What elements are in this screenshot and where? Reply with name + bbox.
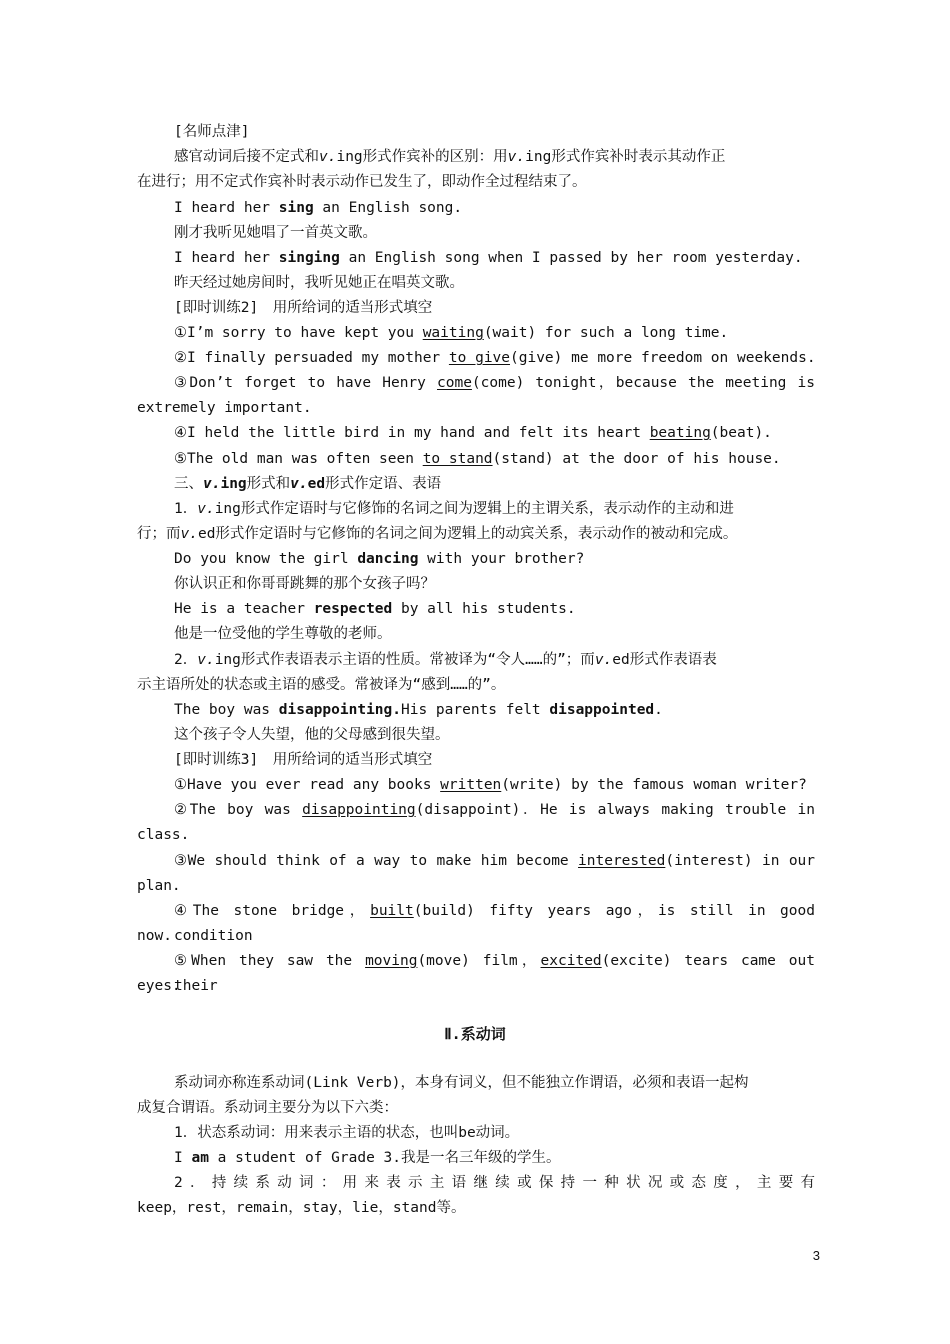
tip-body-line-1: 感官动词后接不定式和v.ing形式作宾补的区别：用v.ing形式作宾补时表示其动作正 [174, 149, 726, 165]
example-translation: 昨天经过她房间时，我听见她正在唱英文歌。 [174, 275, 464, 291]
part-2-item-1: 1．状态系动词：用来表示主语的状态，也叫be动词。 [174, 1125, 520, 1141]
drill-item: ④I held the little bird in my hand and felt its heart beating(beat). [174, 425, 772, 441]
answer-blank: written [440, 777, 502, 793]
example-sentence: Do you know the girl dancing with your brother? [174, 551, 585, 567]
drill-item: ②I finally persuaded my mother to give(give) me more freedom on weekends. [174, 350, 816, 366]
answer-blank: built [370, 903, 414, 919]
answer-blank: beating [649, 425, 711, 441]
section-3-para-1-line-2: 行；而v.ed形式作定语时与它修饰的名词之间为逻辑上的动宾关系，表示动作的被动和完成。 [137, 526, 738, 542]
drill-item-continuation: class. [137, 827, 190, 843]
part-2-intro-line-2: 成复合谓语。系动词主要分为以下六类： [137, 1100, 398, 1116]
answer-blank: to give [448, 350, 511, 366]
answer-blank: to stand [422, 451, 493, 467]
answer-blank: come [437, 375, 472, 391]
drill-2-header: [即时训练2] 用所给词的适当形式填空 [174, 300, 433, 316]
drill-item: ②The boy was disappointing(disappoint)．He is always making trouble in [174, 802, 815, 818]
part-2-item-2-line-2: keep，rest，remain，stay，lie，stand等。 [137, 1200, 466, 1216]
example-sentence: The boy was disappointing.His parents felt disappointed. [174, 702, 663, 718]
drill-item-continuation: eyes. [137, 978, 181, 994]
example-sentence: I am a student of Grade 3.我是一名三年级的学生。 [174, 1150, 561, 1166]
answer-blank: waiting [422, 325, 484, 341]
drill-item-continuation: now. [137, 928, 172, 944]
drill-item: ①Have you ever read any books written(write) by the famous woman writer? [174, 777, 807, 793]
page-number: 3 [812, 1248, 820, 1263]
tip-header: [名师点津] [174, 124, 250, 140]
drill-item: ⑤When they saw the moving(move) film，excited(excite) tears came out their [174, 953, 815, 994]
example-sentence: I heard her sing an English song. [174, 200, 463, 216]
drill-item: ⑤The old man was often seen to stand(stand) at the door of his house. [174, 451, 781, 467]
drill-item-continuation: extremely important. [137, 400, 312, 416]
example-translation: 你认识正和你哥哥跳舞的那个女孩子吗？ [174, 576, 435, 592]
answer-blank: interested [578, 853, 666, 869]
example-sentence: I heard her singing an English song when I passed by her room yesterday. [174, 250, 803, 266]
drill-item-continuation: plan. [137, 878, 181, 894]
drill-item: ①I’m sorry to have kept you waiting(wait) for such a long time. [174, 325, 729, 341]
part-2-intro-line-1: 系动词亦称连系动词(Link Verb)，本身有词义，但不能独立作谓语，必须和表语一起构 [174, 1075, 749, 1091]
drill-item: ③Don’t forget to have Henry come(come) tonight，because the meeting is [174, 375, 815, 391]
answer-blank: disappointing [302, 802, 416, 818]
example-translation: 他是一位受他的学生尊敬的老师。 [174, 626, 392, 642]
answer-blank: excited [540, 953, 602, 969]
example-translation: 刚才我听见她唱了一首英文歌。 [174, 225, 377, 241]
section-3-para-1-line-1: 1．v.ing形式作定语时与它修饰的名词之间为逻辑上的主谓关系，表示动作的主动和进 [174, 501, 734, 517]
tip-body-line-2: 在进行；用不定式作宾补时表示动作已发生了，即动作全过程结束了。 [137, 174, 587, 190]
section-3-para-2-line-1: 2．v.ing形式作表语表示主语的性质。常被译为“令人……的”；而v.ed形式作表语表 [174, 652, 717, 668]
drill-3-header: [即时训练3] 用所给词的适当形式填空 [174, 752, 433, 768]
drill-item: ④The stone bridge，built(build) fifty years ago，is still in good condition [174, 903, 815, 944]
example-sentence: He is a teacher respected by all his students. [174, 601, 576, 617]
part-2-title: Ⅱ.系动词 [444, 1025, 506, 1043]
part-2-item-2-line-1: 2．持续系动词：用来表示主语继续或保持一种状况或态度，主要有 [174, 1175, 815, 1191]
section-3-heading: 三、v.ing形式和v.ed形式作定语、表语 [174, 476, 442, 492]
answer-blank: moving [365, 953, 418, 969]
drill-item: ③We should think of a way to make him become interested(interest) in our [174, 853, 816, 869]
example-translation: 这个孩子令人失望，他的父母感到很失望。 [174, 727, 450, 743]
section-3-para-2-line-2: 示主语所处的状态或主语的感受。常被译为“感到……的”。 [137, 677, 506, 693]
